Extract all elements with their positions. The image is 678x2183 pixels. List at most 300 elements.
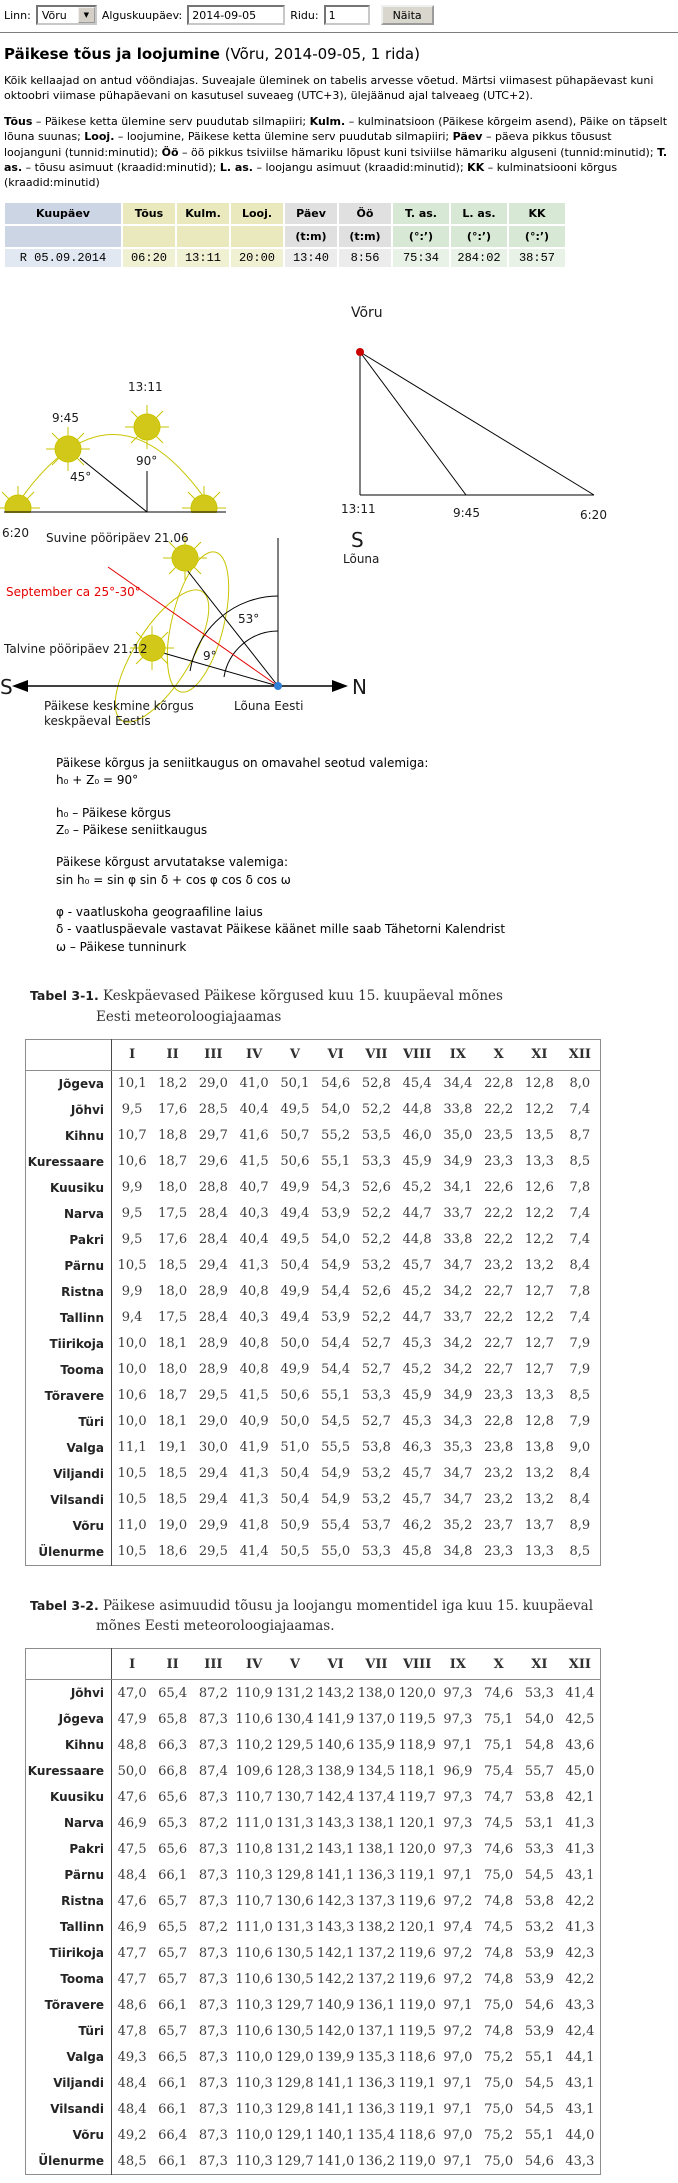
value-cell: 45,0 (565, 1763, 595, 1779)
station-name: Kuusiku (26, 1175, 112, 1201)
value-cell: 22,7 (484, 1336, 514, 1352)
value-cell: 42,2 (565, 1971, 595, 1987)
station-name: Tõravere (26, 1383, 112, 1409)
value-cell: 53,1 (524, 1815, 554, 1831)
value-cell: 65,8 (158, 1711, 188, 1727)
value-cell: 119,5 (398, 2023, 436, 2039)
col-header-las: L. as. (451, 203, 507, 224)
value-cell: 50,4 (280, 1492, 310, 1508)
value-cell: 17,5 (158, 1206, 188, 1222)
station-name: Viljandi (26, 2070, 112, 2096)
definitions-paragraph: Tõus – Päikese ketta ülemine serv puudutab silmapiiri; Kulm. – kulminatsioon (Päikese kõrgeim asend), Päike on täpselt lõuna suunas; Looj. – loojumine, Päikese ketta ülemine serv puudutab silmapiiri; Päev – päeva pikkus tõusust loojanguni (tunnid:minutid); Öö – öö pikkus tsiviilse hämariku lõpust kuni tsiviilse hämariku alguseni (tunnid:minutid); T. as. – tõusu asimuut (kraadid:minutid); L. as. – loojangu asimuut (kraadid:minutid); KK – kulminatsiooni kõrgus (kraadid:minutid) (4, 114, 668, 190)
morning-sun-icon (46, 427, 90, 471)
value-cell: 18,8 (158, 1128, 188, 1144)
value-cell: 53,3 (361, 1388, 391, 1404)
value-cell: 65,6 (158, 1789, 188, 1805)
value-cell: 50,0 (280, 1336, 310, 1352)
value-cell: 141,1 (317, 2101, 355, 2117)
value-cell: 66,5 (158, 2049, 188, 2065)
value-cell: 46,9 (117, 1919, 147, 1935)
col-header-oo: Öö (339, 203, 391, 224)
value-cell: 137,1 (357, 2023, 395, 2039)
value-cell: 12,6 (524, 1180, 554, 1196)
chevron-down-icon[interactable]: ▼ (78, 7, 95, 23)
value-cell: 53,2 (361, 1466, 391, 1482)
value-cell: 87,3 (198, 1841, 228, 1857)
value-cell: 120,0 (398, 1685, 436, 1701)
rise-azimuth-cell: 75:34 (393, 249, 449, 267)
value-cell: 119,7 (398, 1789, 436, 1805)
value-cell: 41,3 (565, 1841, 595, 1857)
value-cell: 34,2 (443, 1362, 473, 1378)
night-length-cell: 8:56 (339, 249, 391, 267)
south-estonia-label: Lõuna Eesti (234, 698, 304, 713)
formulas-block (56, 755, 678, 957)
rows-label: Ridu: (290, 8, 319, 22)
value-cell: 8,4 (569, 1466, 591, 1482)
value-cell: 41,4 (565, 1685, 595, 1701)
value-cell: 74,5 (484, 1815, 514, 1831)
value-cell: 54,5 (524, 1867, 554, 1883)
value-cell: 47,0 (117, 1685, 147, 1701)
city-select-value: Võru (41, 8, 67, 22)
formula-def-delta: δ - vaatluspäevale vastavat Päikese käänet mille saab Tähetorni Kalendrist (56, 922, 506, 937)
value-cell: 13,8 (524, 1440, 554, 1456)
value-cell: 42,2 (565, 1893, 595, 1909)
value-cell: 53,7 (361, 1518, 391, 1534)
value-cell: 23,5 (484, 1128, 514, 1144)
value-cell: 41,3 (239, 1466, 269, 1482)
value-cell: 110,6 (235, 1711, 273, 1727)
value-cell: 45,4 (402, 1076, 432, 1092)
month-header: II (152, 1039, 193, 1070)
value-cell: 130,5 (276, 1971, 314, 1987)
value-cell: 29,4 (198, 1466, 228, 1482)
station-name: Kihnu (26, 1732, 112, 1758)
value-cell: 54,9 (321, 1258, 351, 1274)
value-cell: 35,2 (443, 1518, 473, 1534)
month-header: VI (315, 1039, 356, 1070)
value-cell: 7,8 (569, 1180, 591, 1196)
value-cell: 97,3 (443, 1789, 473, 1805)
value-cell: 54,5 (321, 1414, 351, 1430)
value-cell: 97,0 (443, 2127, 473, 2143)
value-cell: 97,4 (443, 1919, 473, 1935)
value-cell: 42,4 (565, 2023, 595, 2039)
north-arrowhead (332, 680, 348, 692)
value-cell: 48,5 (117, 2153, 147, 2169)
table-row (26, 1732, 601, 1758)
winter-angle-label: 9° (203, 648, 217, 663)
value-cell: 50,6 (280, 1388, 310, 1404)
value-cell: 8,9 (569, 1518, 591, 1534)
value-cell: 34,1 (443, 1180, 473, 1196)
value-cell: 55,5 (321, 1440, 351, 1456)
page-title-main: Päikese tõus ja loojumine (4, 45, 220, 63)
value-cell: 50,0 (117, 1763, 147, 1779)
value-cell: 55,0 (321, 1544, 351, 1560)
table-row (26, 1784, 601, 1810)
set-azimuth-cell: 284:02 (451, 249, 507, 267)
station-name: Valga (26, 1435, 112, 1461)
station-name: Vilsandi (26, 1487, 112, 1513)
fortyfive-degree-label: 45° (70, 469, 92, 484)
table-row (26, 2044, 601, 2070)
month-header: I (112, 1039, 153, 1070)
station-name: Kuressaare (26, 1149, 112, 1175)
value-cell: 53,2 (361, 1492, 391, 1508)
value-cell: 29,0 (198, 1076, 228, 1092)
table-row (26, 1862, 601, 1888)
value-cell: 134,5 (357, 1763, 395, 1779)
value-cell: 129,5 (276, 1737, 314, 1753)
station-name: Jõhvi (26, 1680, 112, 1707)
north-axis-label: N (352, 674, 367, 699)
value-cell: 119,6 (398, 1971, 436, 1987)
value-cell: 9,4 (121, 1310, 143, 1326)
value-cell: 13,7 (524, 1518, 554, 1534)
value-cell: 119,6 (398, 1945, 436, 1961)
value-cell: 52,7 (361, 1362, 391, 1378)
value-cell: 136,3 (357, 2075, 395, 2091)
value-cell: 28,5 (198, 1102, 228, 1118)
value-cell: 29,9 (198, 1518, 228, 1534)
start-date-label: Alguskuupäev: (101, 8, 183, 22)
value-cell: 137,2 (357, 1971, 395, 1987)
value-cell: 8,5 (569, 1388, 591, 1404)
month-header: XII (560, 1039, 601, 1070)
col-header-kk: KK (509, 203, 565, 224)
table-row (26, 1810, 601, 1836)
value-cell: 52,8 (361, 1076, 391, 1092)
value-cell: 49,9 (280, 1284, 310, 1300)
page-title (4, 45, 674, 63)
value-cell: 28,4 (198, 1310, 228, 1326)
value-cell: 40,8 (239, 1362, 269, 1378)
table-row (26, 1149, 601, 1175)
col-header-looj: Looj. (231, 203, 283, 224)
value-cell: 138,1 (357, 1815, 395, 1831)
value-cell: 45,3 (402, 1414, 432, 1430)
station-name: Narva (26, 1201, 112, 1227)
value-cell: 129,8 (276, 2101, 314, 2117)
value-cell: 65,7 (158, 1893, 188, 1909)
value-cell: 131,3 (276, 1815, 314, 1831)
value-cell: 40,8 (239, 1284, 269, 1300)
value-cell: 8,4 (569, 1492, 591, 1508)
month-header-row (26, 1649, 601, 1680)
station-name: Kihnu (26, 1123, 112, 1149)
station-name: Narva (26, 1810, 112, 1836)
value-cell: 129,7 (276, 2153, 314, 2169)
station-name: Valga (26, 2044, 112, 2070)
value-cell: 10,0 (117, 1362, 147, 1378)
value-cell: 40,8 (239, 1336, 269, 1352)
value-cell: 55,4 (321, 1518, 351, 1534)
morning-time-label: 9:45 (52, 410, 79, 425)
value-cell: 18,7 (158, 1388, 188, 1404)
unit-cell: (°:’) (451, 226, 507, 247)
value-cell: 45,2 (402, 1284, 432, 1300)
value-cell: 19,0 (158, 1518, 188, 1534)
value-cell: 45,3 (402, 1336, 432, 1352)
value-cell: 75,1 (484, 1737, 514, 1753)
show-button[interactable]: Näita (381, 5, 434, 25)
value-cell: 87,3 (198, 1997, 228, 2013)
value-cell: 97,3 (443, 1815, 473, 1831)
value-cell: 87,3 (198, 1737, 228, 1753)
value-cell: 136,3 (357, 1867, 395, 1883)
september-label: September ca 25°-30° (6, 584, 141, 599)
station-name: Tallinn (26, 1305, 112, 1331)
station-name: Ülenurme (26, 2148, 112, 2175)
value-cell: 18,1 (158, 1336, 188, 1352)
value-cell: 55,1 (524, 2127, 554, 2143)
table-row (26, 1435, 601, 1461)
value-cell: 50,5 (280, 1544, 310, 1560)
value-cell: 118,6 (398, 2049, 436, 2065)
value-cell: 49,9 (280, 1180, 310, 1196)
value-cell: 87,3 (198, 2153, 228, 2169)
value-cell: 55,2 (321, 1128, 351, 1144)
value-cell: 52,2 (361, 1206, 391, 1222)
value-cell: 28,8 (198, 1180, 228, 1196)
value-cell: 41,5 (239, 1388, 269, 1404)
value-cell: 97,2 (443, 1971, 473, 1987)
value-cell: 97,3 (443, 1841, 473, 1857)
value-cell: 41,3 (565, 1815, 595, 1831)
value-cell: 110,2 (235, 1737, 273, 1753)
value-cell: 110,7 (235, 1893, 273, 1909)
value-cell: 87,3 (198, 1893, 228, 1909)
value-cell: 40,3 (239, 1310, 269, 1326)
value-cell: 143,3 (317, 1919, 355, 1935)
value-cell: 40,7 (239, 1180, 269, 1196)
value-cell: 34,4 (443, 1076, 473, 1092)
value-cell: 34,2 (443, 1336, 473, 1352)
table-row (26, 2070, 601, 2096)
value-cell: 53,8 (524, 1893, 554, 1909)
value-cell: 34,7 (443, 1258, 473, 1274)
value-cell: 53,2 (361, 1258, 391, 1274)
value-cell: 75,4 (484, 1763, 514, 1779)
value-cell: 75,0 (484, 2101, 514, 2117)
start-date-input[interactable] (187, 5, 285, 25)
sun-path-arc (12, 434, 214, 512)
station-name: Pärnu (26, 1253, 112, 1279)
value-cell: 53,8 (524, 1789, 554, 1805)
value-cell: 45,7 (402, 1258, 432, 1274)
value-cell: 18,7 (158, 1154, 188, 1170)
intro-paragraph: Kõik kellaajad on antud vööndiajas. Suveajale üleminek on tabelis arvesse võetud. Märtsi viimasest pühapäevast kuni oktoobri viimase pühapäevani on kasutusel suveaeg (UTC+3), ülejäänud ajal talveaeg (UTC+2). (4, 74, 654, 103)
value-cell: 23,8 (484, 1440, 514, 1456)
station-name: Ülenurme (26, 1539, 112, 1566)
month-header: IX (438, 1039, 479, 1070)
corner-cell (26, 1649, 112, 1680)
value-cell: 41,3 (239, 1492, 269, 1508)
value-cell: 29,5 (198, 1544, 228, 1560)
table-row (26, 1331, 601, 1357)
value-cell: 118,9 (398, 1737, 436, 1753)
value-cell: 18,0 (158, 1284, 188, 1300)
value-cell: 47,6 (117, 1789, 147, 1805)
table-row (26, 1305, 601, 1331)
value-cell: 44,8 (402, 1102, 432, 1118)
value-cell: 87,2 (198, 1685, 228, 1701)
value-cell: 9,5 (121, 1206, 143, 1222)
value-cell: 22,2 (484, 1206, 514, 1222)
value-cell: 41,8 (239, 1518, 269, 1534)
month-header: VI (315, 1649, 356, 1680)
value-cell: 34,9 (443, 1388, 473, 1404)
table-row (26, 1253, 601, 1279)
station-name: Võru (26, 2122, 112, 2148)
table-row (26, 2148, 601, 2175)
value-cell: 110,6 (235, 1945, 273, 1961)
value-cell: 129,1 (276, 2127, 314, 2143)
value-cell: 87,2 (198, 1815, 228, 1831)
table32-caption: Tabel 3-2. Päikese asimuudid tõusu ja loojangu momentidel iga kuu 15. kuupäeval mõnes Eesti meteoroloogiajaamas. (30, 1597, 594, 1634)
value-cell: 118,6 (398, 2127, 436, 2143)
value-cell: 10,5 (117, 1492, 147, 1508)
value-cell: 140,1 (317, 2127, 355, 2143)
value-cell: 53,9 (321, 1310, 351, 1326)
table31-caption: Tabel 3-1. Keskpäevased Päikese kõrgused kuu 15. kuupäeval mõnes Eesti meteoroloogiajaamas (30, 988, 503, 1025)
col-header-paev: Päev (285, 203, 337, 224)
morning-shadow-line (360, 352, 466, 495)
value-cell: 23,7 (484, 1518, 514, 1534)
value-cell: 74,8 (484, 1971, 514, 1987)
value-cell: 8,4 (569, 1258, 591, 1274)
station-name: Võru (26, 1513, 112, 1539)
value-cell: 52,7 (361, 1336, 391, 1352)
value-cell: 135,3 (357, 2049, 395, 2065)
value-cell: 53,2 (524, 1919, 554, 1935)
rows-input[interactable] (324, 5, 370, 25)
value-cell: 54,9 (321, 1492, 351, 1508)
value-cell: 75,0 (484, 1867, 514, 1883)
value-cell: 97,1 (443, 1997, 473, 2013)
value-cell: 10,5 (117, 1544, 147, 1560)
value-cell: 74,6 (484, 1685, 514, 1701)
value-cell: 49,9 (280, 1362, 310, 1378)
value-cell: 97,2 (443, 1945, 473, 1961)
value-cell: 22,7 (484, 1362, 514, 1378)
station-name: Vilsandi (26, 2096, 112, 2122)
value-cell: 50,6 (280, 1154, 310, 1170)
value-cell: 13,2 (524, 1466, 554, 1482)
value-cell: 35,3 (443, 1440, 473, 1456)
station-name: Ristna (26, 1888, 112, 1914)
value-cell: 66,1 (158, 1997, 188, 2013)
value-cell: 74,8 (484, 2023, 514, 2039)
table-row (26, 1914, 601, 1940)
value-cell: 45,9 (402, 1154, 432, 1170)
city-label: Linn: (4, 8, 31, 22)
value-cell: 119,1 (398, 2101, 436, 2117)
value-cell: 22,6 (484, 1180, 514, 1196)
south-letter: S (351, 527, 364, 552)
table-row (26, 1966, 601, 1992)
value-cell: 44,0 (565, 2127, 595, 2143)
value-cell: 119,0 (398, 1997, 436, 2013)
value-cell: 110,3 (235, 1997, 273, 2013)
value-cell: 7,4 (569, 1232, 591, 1248)
value-cell: 119,1 (398, 2075, 436, 2091)
table-row (26, 1680, 601, 1707)
table-row (26, 1888, 601, 1914)
value-cell: 11,1 (117, 1440, 147, 1456)
value-cell: 53,9 (524, 2023, 554, 2039)
station-name: Türi (26, 2018, 112, 2044)
value-cell: 10,0 (117, 1414, 147, 1430)
value-cell: 74,6 (484, 1841, 514, 1857)
height-caption-line1: Päikese keskmine kõrgus (44, 698, 194, 713)
value-cell: 138,1 (357, 1841, 395, 1857)
value-cell: 50,7 (280, 1128, 310, 1144)
month-header: VIII (397, 1649, 438, 1680)
value-cell: 74,8 (484, 1893, 514, 1909)
value-cell: 49,4 (280, 1206, 310, 1222)
table-row (26, 1097, 601, 1123)
value-cell: 10,0 (117, 1336, 147, 1352)
value-cell: 7,9 (569, 1362, 591, 1378)
value-cell: 110,7 (235, 1789, 273, 1805)
formula-zenith: h₀ + Z₀ = 90° (56, 773, 139, 788)
value-cell: 119,5 (398, 1711, 436, 1727)
value-cell: 13,3 (524, 1388, 554, 1404)
month-header: V (275, 1039, 316, 1070)
value-cell: 110,3 (235, 1867, 273, 1883)
value-cell: 9,9 (121, 1180, 143, 1196)
value-cell: 110,6 (235, 2023, 273, 2039)
value-cell: 29,5 (198, 1388, 228, 1404)
month-header: X (478, 1649, 519, 1680)
value-cell: 138,2 (357, 1919, 395, 1935)
value-cell: 138,9 (317, 1763, 355, 1779)
value-cell: 49,5 (280, 1232, 310, 1248)
value-cell: 48,4 (117, 2075, 147, 2091)
value-cell: 12,7 (524, 1284, 554, 1300)
city-select[interactable] (36, 5, 97, 25)
table-row (26, 1992, 601, 2018)
value-cell: 129,7 (276, 1997, 314, 2013)
value-cell: 87,3 (198, 2023, 228, 2039)
value-cell: 29,4 (198, 1492, 228, 1508)
month-header: VII (356, 1649, 397, 1680)
value-cell: 118,1 (398, 1763, 436, 1779)
value-cell: 87,3 (198, 1867, 228, 1883)
value-cell: 129,8 (276, 1867, 314, 1883)
value-cell: 52,2 (361, 1310, 391, 1326)
value-cell: 65,3 (158, 1815, 188, 1831)
value-cell: 120,1 (398, 1815, 436, 1831)
value-cell: 45,2 (402, 1180, 432, 1196)
value-cell: 45,7 (402, 1492, 432, 1508)
value-cell: 43,6 (565, 1737, 595, 1753)
station-name: Kuusiku (26, 1784, 112, 1810)
value-cell: 12,2 (524, 1232, 554, 1248)
value-cell: 87,3 (198, 2075, 228, 2091)
value-cell: 23,2 (484, 1466, 514, 1482)
value-cell: 97,1 (443, 2153, 473, 2169)
value-cell: 52,6 (361, 1180, 391, 1196)
value-cell: 46,9 (117, 1815, 147, 1831)
winter-solstice-label: Talvine pööripäev 21.12 (4, 641, 148, 656)
value-cell: 119,0 (398, 2153, 436, 2169)
value-cell: 7,4 (569, 1310, 591, 1326)
value-cell: 53,9 (524, 1971, 554, 1987)
